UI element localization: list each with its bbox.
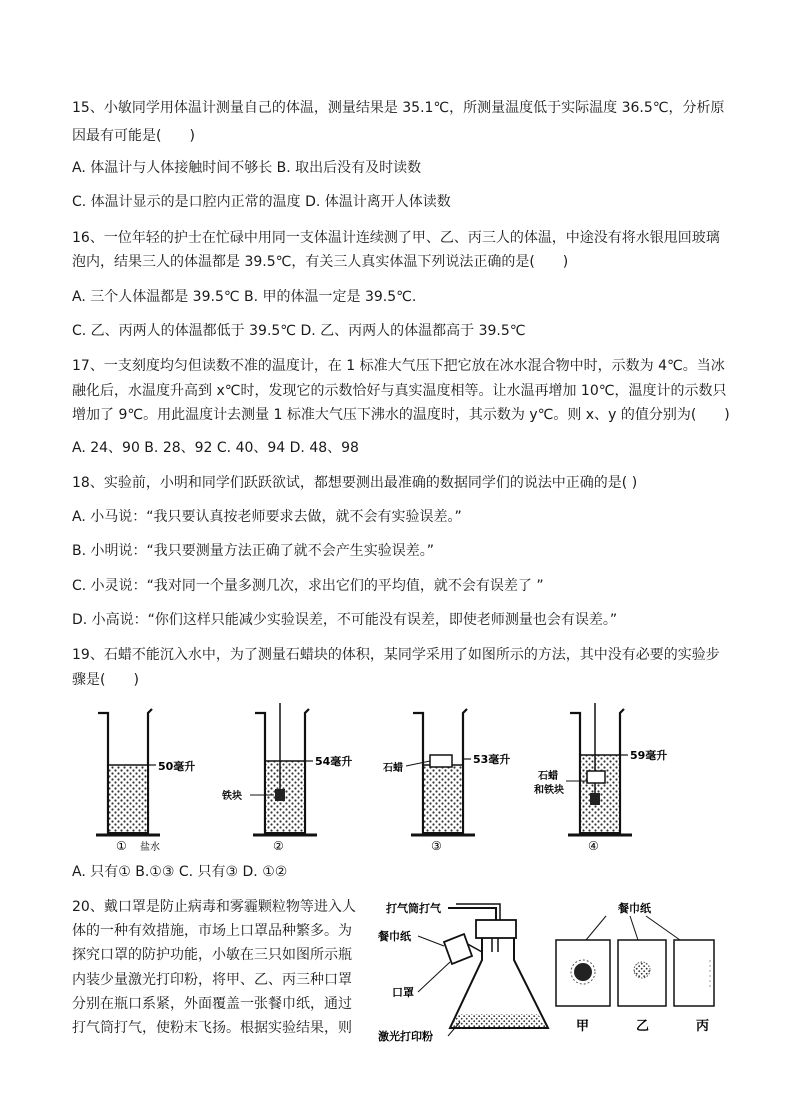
q20-line1: 20、戴口罩是防止病毒和雾霾颗粒物等进入人 — [72, 899, 356, 915]
toner-label: 激光打印粉 — [378, 1030, 433, 1043]
q16-options-cd: C. 乙、丙两人的体温都低于 39.5℃ D. 乙、丙两人的体温都高于 39.5℃ — [72, 323, 526, 339]
cylinder-1 — [96, 709, 195, 853]
q18-option-d: D. 小高说：“你们这样只能减少实验误差，不可能没有误差，即使老师测量也会有误差。” — [72, 612, 618, 628]
q18-option-b: B. 小明说：“我只要测量方法正确了就不会产生实验误差。” — [72, 543, 435, 559]
q18-line1: 18、实验前，小明和同学们跃跃欲试，都想要测出最准确的数据同学们的说法中正确的是( ) — [72, 475, 638, 491]
q19-line1: 19、石蜡不能沉入水中，为了测量石蜡块的体积，某同学采用了如图所示的方法，其中没有必要的实验步 — [72, 647, 720, 663]
cylinder-3 — [383, 709, 510, 853]
cylinder-4-reading: 59毫升 — [630, 749, 668, 762]
label-bing: 丙 — [696, 1019, 710, 1034]
q15-line1: 15、小敏同学用体温计测量自己的体温，测量结果是 35.1℃，所测量温度低于实际温度 36.5℃，分析原 — [72, 100, 725, 116]
q20-line6: 打气筒打气，使粉末飞扬。根据实验结果，则 — [72, 1020, 352, 1036]
cylinder-1-water-label: 盐水 — [140, 842, 160, 853]
flask-apparatus — [377, 901, 548, 1043]
q19-options: A. 只有① B.①③ C. 只有③ D. ①② — [72, 864, 288, 880]
napkins-result — [556, 901, 714, 1034]
q18-option-a: A. 小马说：“我只要认真按老师要求去做，就不会有实验误差。” — [72, 509, 462, 525]
q20-line5: 分别在瓶口系紧，外面覆盖一张餐巾纸，通过 — [72, 996, 352, 1012]
wax-iron-label-a: 石蜡 — [538, 771, 558, 782]
cylinder-3-number: ③ — [431, 839, 442, 853]
napkins-title: 餐巾纸 — [618, 902, 651, 915]
cylinder-2-reading: 54毫升 — [315, 755, 353, 768]
q17-options: A. 24、90 B. 28、92 C. 40、94 D. 48、98 — [72, 440, 359, 456]
q15-options-cd: C. 体温计显示的是口腔内正常的温度 D. 体温计离开人体读数 — [72, 194, 451, 210]
q16-line2: 泡内，结果三人的体温都是 39.5℃，有关三人真实体温下列说法正确的是( ) — [72, 254, 569, 270]
q16-line1: 16、一位年轻的护士在忙碌中用同一支体温计连续测了甲、乙、丙三人的体温，中途没有将水银甩回玻璃 — [72, 230, 720, 246]
q17-line2: 融化后，水温度升高到 x℃时，发现它的示数恰好与真实温度相等。让水温再增加 10℃，温度计的示数只 — [72, 383, 727, 399]
wax-iron-label-b: 和铁块 — [534, 785, 564, 796]
q20-line4: 内装少量激光打印粉，将甲、乙、丙三种口罩 — [72, 972, 352, 988]
q19-cylinders-figure — [90, 703, 668, 853]
q20-mask-experiment-figure — [378, 890, 718, 1045]
label-yi: 乙 — [636, 1019, 650, 1034]
wax-label: 石蜡 — [383, 763, 403, 774]
cylinder-4-number: ④ — [588, 839, 599, 853]
cylinder-3-reading: 53毫升 — [473, 753, 511, 766]
cylinder-2 — [221, 703, 352, 853]
cylinder-2-number: ② — [273, 839, 284, 853]
q15-line2: 因最有可能是( ) — [72, 128, 195, 144]
q20-line3: 探究口罩的防护功能，小敏在三只如图所示瓶 — [72, 947, 352, 963]
q18-option-c: C. 小灵说：“我对同一个量多测几次，求出它们的平均值，就不会有误差了 ” — [72, 578, 544, 594]
napkin-label: 餐巾纸 — [378, 930, 411, 943]
cylinder-4 — [534, 703, 667, 853]
q19-line2: 骤是( ) — [72, 672, 139, 688]
q20-line2: 体的一种有效措施，市场上口罩品种繁多。为 — [72, 923, 352, 939]
iron-block-label: 铁块 — [222, 791, 242, 802]
cylinder-1-number: ① — [116, 839, 127, 853]
q15-options-ab: A. 体温计与人体接触时间不够长 B. 取出后没有及时读数 — [72, 160, 422, 176]
mask-label: 口罩 — [392, 986, 414, 999]
label-jia: 甲 — [576, 1019, 590, 1034]
q17-line3: 增加了 9℃。用此温度计去测量 1 标准大气压下沸水的温度时，其示数为 y℃。则 x、y 的值分别为( ) — [72, 407, 730, 423]
q17-line1: 17、一支刻度均匀但读数不准的温度计，在 1 标准大气压下把它放在冰水混合物中时，示数为 4℃。当冰 — [72, 358, 725, 374]
q16-options-ab: A. 三个人体温都是 39.5℃ B. 甲的体温一定是 39.5℃. — [72, 289, 417, 305]
pump-label: 打气筒打气 — [386, 902, 441, 915]
cylinder-1-reading: 50毫升 — [158, 760, 196, 773]
